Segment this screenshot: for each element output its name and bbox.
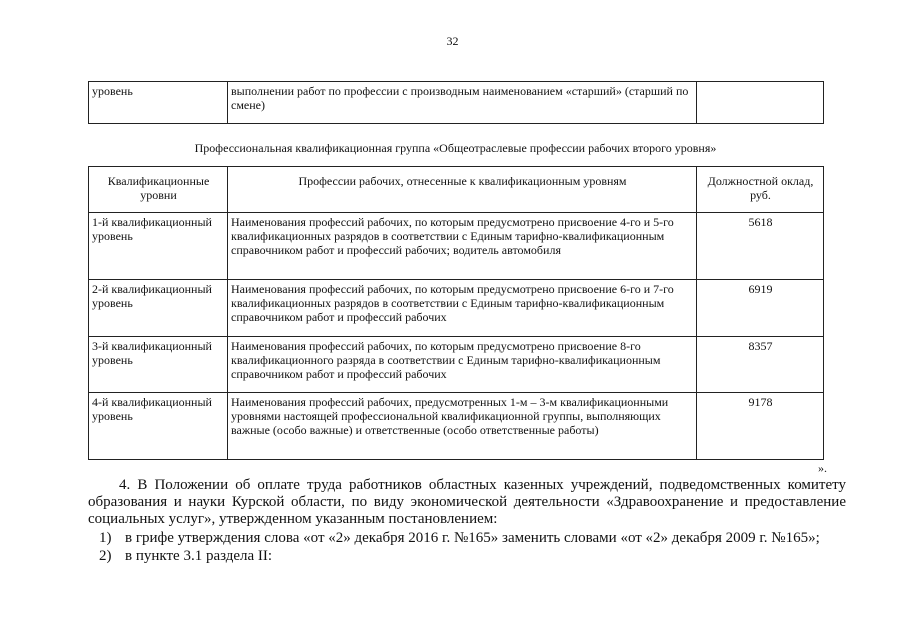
list-item	[99, 548, 272, 565]
table-row	[89, 213, 824, 280]
table-row	[89, 82, 824, 124]
table-row	[89, 393, 824, 460]
header-row	[89, 167, 824, 213]
salary-cell: 5618	[697, 213, 824, 280]
salary-cell: 9178	[697, 393, 824, 460]
salary-cell	[697, 82, 824, 124]
paragraph-4: 4. В Положении об оплате труда работников областных казенных учреждений, подведомственных комитету образования и науки Курской области, по виду экономической деятельности «Здравоохранение и предоставление социальных услуг», утвержденном указанным постановлением:	[88, 477, 846, 527]
table-row	[89, 280, 824, 337]
list-item-number: 2)	[99, 548, 112, 564]
qualification-table	[88, 166, 824, 460]
level-cell: 3-й квалификационный уровень	[89, 337, 228, 393]
salary-cell: 8357	[697, 337, 824, 393]
professions-cell: Наименования профессий рабочих, по которым предусмотрено присвоение 4-го и 5-го квалификационных разрядов в соответствии с Единым тарифно-квалификационным справочником работ и профессий рабочих; водитель автомобиля	[228, 213, 697, 280]
header-level: Квалификационные уровни	[89, 167, 228, 213]
level-cell: 2-й квалификационный уровень	[89, 280, 228, 337]
professions-cell: Наименования профессий рабочих, по которым предусмотрено присвоение 6-го и 7-го квалификационных разрядов в соответствии с Единым тарифно-квалификационным справочником работ и профессий рабочих	[228, 280, 697, 337]
professions-cell: Наименования профессий рабочих, предусмотренных 1-м – 3-м квалификационными уровнями настоящей профессиональной квалификационной группы, выполняющих важные (особо важные) и ответственные (особо ответственные работы)	[228, 393, 697, 460]
header-salary: Должностной оклад, руб.	[697, 167, 824, 213]
list-item-number: 1)	[99, 530, 112, 546]
continuation-table	[88, 81, 824, 124]
level-cell: 4-й квалификационный уровень	[89, 393, 228, 460]
closing-quote: ».	[818, 461, 827, 475]
level-cell: 1-й квалификационный уровень	[89, 213, 228, 280]
list-item	[99, 530, 820, 547]
header-professions: Профессии рабочих, отнесенные к квалификационным уровням	[228, 167, 697, 213]
group-title: Профессиональная квалификационная группа «Общеотраслевые профессии рабочих второго уровня»	[194, 141, 717, 155]
table-row	[89, 337, 824, 393]
professions-cell: Наименования профессий рабочих, по которым предусмотрено присвоение 8-го квалификационного разряда в соответствии с Единым тарифно-квалификационным справочником работ и профессий рабочих	[228, 337, 697, 393]
level-cell: уровень	[89, 82, 228, 124]
description-cell: выполнении работ по профессии с производным наименованием «старший» (старший по смене)	[228, 82, 697, 124]
salary-cell: 6919	[697, 280, 824, 337]
list-item-text: в грифе утверждения слова «от «2» декабря 2016 г. №165» заменить словами «от «2» декабря 2009 г. №165»;	[125, 530, 820, 546]
list-item-text: в пункте 3.1 раздела II:	[125, 548, 273, 564]
page-number: 32	[446, 34, 459, 48]
